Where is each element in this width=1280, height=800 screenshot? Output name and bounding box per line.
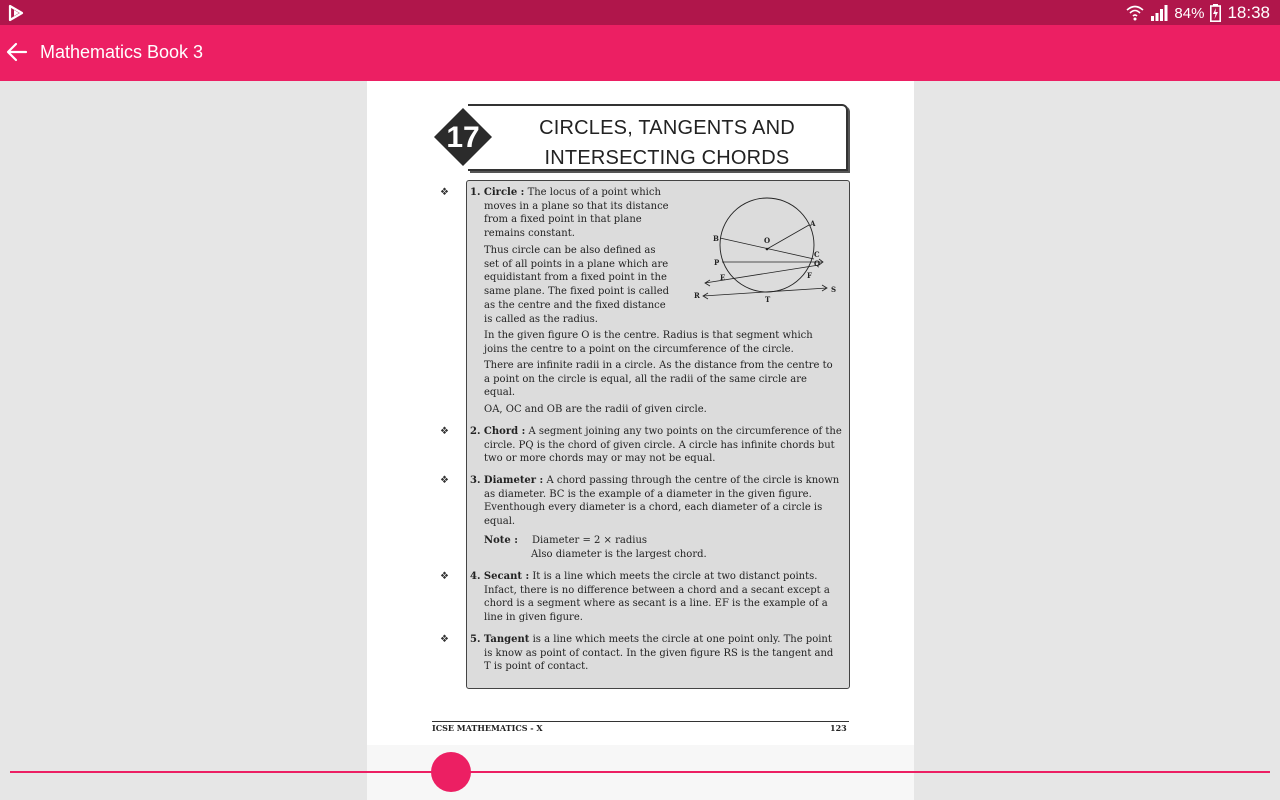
section-chord: 2. Chord : A segment joining any two points on the circumference of the circle. PQ is the chord of given circle. A circle has infinite chords but two or more chords may or may not be equal. [470,426,842,465]
figure-label-p: P [714,258,720,267]
footer-book-name: ICSE MATHEMATICS - X [432,723,543,733]
figure-label-o: O [764,236,771,245]
figure-label-b: B [713,234,719,243]
figure-label-e: E [720,273,726,282]
book-page [367,81,914,800]
app-bar [0,25,1280,81]
clock: 18:38 [1227,3,1270,22]
page-number: 123 [830,723,847,733]
section-circle-definition: Thus circle can be also defined as set of all points in a plane which are equidistant from a fixed point in the same plane. The fixed point is called as the centre and the fixed distance is called as the radius. [484,245,670,325]
bullet-1: ❖ [440,187,449,198]
bullet-5: ❖ [440,634,449,645]
chapter-title-line2: INTERSECTING CHORDS [544,147,790,169]
section-circle: 1. Circle : The locus of a point which moves in a plane so that its distance from a fixed point in that plane remains constant. [470,187,669,240]
back-arrow-icon[interactable] [6,41,28,63]
section-note: Note : Diameter = 2 × radius Also diameter is the largest chord. [484,535,707,560]
battery-charging-icon [1210,4,1221,22]
circle-figure [687,193,837,313]
footer-rule [432,721,849,722]
figure-label-f: F [807,271,812,280]
figure-label-a: A [810,219,816,228]
section-radii-example: OA, OC and OB are the radii of given circle. [484,404,707,415]
chapter-title [517,113,817,173]
section-radii: There are infinite radii in a circle. As the distance from the centre to a point on the circle is equal, all the radii of the same circle are equal. [484,360,833,399]
app-logo-icon [8,4,26,22]
section-tangent: 5. Tangent is a line which meets the circle at one point only. The point is know as point of contact. In the given figure RS is the tangent and T is point of contact. [470,634,834,673]
circle-outline [720,198,814,292]
section-secant: 4. Secant : It is a line which meets the circle at two distanct points. Infact, there is no difference between a chord and a secant except a chord is a segment where as secant is a line. EF is the example of a line in given figure. [470,571,830,624]
bullet-2: ❖ [440,426,449,437]
battery-percent: 84% [1174,4,1205,22]
bullet-4: ❖ [440,571,449,582]
bullet-3: ❖ [440,475,449,486]
figure-label-r: R [694,291,700,300]
page-slider-track[interactable] [10,771,1270,773]
book-title: Mathematics Book 3 [40,42,204,62]
figure-label-t: T [765,295,771,304]
page-slider-thumb[interactable] [431,752,471,792]
section-diameter: 3. Diameter : A chord passing through the centre of the circle is known as diameter. BC is the example of a diameter in the given figure. Eventhough every diameter is a chord, each diameter of a circle is equal. [470,475,840,528]
radius-oa [767,225,809,249]
figure-label-q: Q [814,259,821,268]
chapter-number: 17 [446,121,480,154]
status-bar [0,0,1280,25]
figure-label-s: S [831,285,837,294]
chapter-title-line1: CIRCLES, TANGENTS AND [539,117,795,139]
signal-icon [1150,5,1168,21]
wifi-icon [1126,5,1144,21]
figure-label-c: C [814,250,820,259]
section-radius: In the given figure O is the centre. Radius is that segment which joins the centre to a point on the circumference of the circle. [484,330,813,355]
